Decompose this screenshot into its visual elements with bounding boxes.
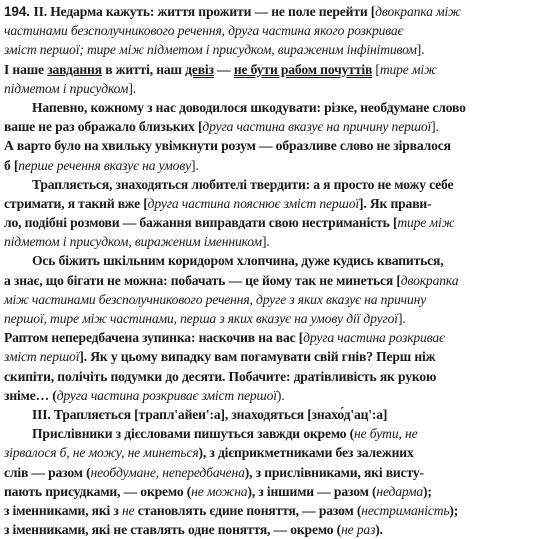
text-line — [4, 2, 554, 21]
text-segment: ); — [423, 483, 432, 499]
text-segment: ]. — [128, 80, 136, 96]
text-segment: підметом і присудком — [4, 80, 129, 96]
text-segment: друга частина вказує на причину першої — [202, 119, 432, 135]
text-line — [4, 271, 554, 290]
text-segment: ), з іншими — разом ( — [247, 483, 377, 499]
text-line — [4, 309, 554, 328]
text-line — [4, 79, 554, 98]
text-segment: ]. — [397, 311, 406, 326]
text-segment: не бути рабом почуттів — [233, 61, 373, 77]
text-line — [4, 117, 554, 136]
text-line — [4, 386, 554, 405]
text-segment: двокрапка — [400, 272, 459, 288]
text-line — [4, 40, 554, 59]
text-segment: ). — [276, 387, 285, 403]
text-segment: Трапляється, знаходяться любителі твердити: а я просто не можу себе — [32, 176, 454, 192]
text-line — [4, 232, 554, 251]
text-line — [4, 482, 554, 501]
text-line — [4, 424, 554, 443]
text-segment: першої, тире між частинами, перша з яких вказує на умову дії другої — [4, 311, 398, 326]
text-segment: між частинами безсполучникового речення, друге з яких вказує на причину — [4, 291, 427, 307]
text-segment: ]. — [190, 157, 199, 173]
text-segment: друга частина розкриває — [303, 330, 445, 346]
text-segment: слів — разом ( — [4, 464, 91, 480]
text-segment: не можна — [191, 483, 248, 499]
text-segment: І наше — [4, 61, 48, 77]
text-segment: з іменниками, які з — [4, 502, 122, 518]
text-segment: ]. — [416, 42, 425, 58]
text-segment: ); — [449, 502, 459, 518]
text-segment: ло, подібні розмови — бажання виправдати свою нестриманість [ — [4, 215, 398, 231]
text-segment: ]. — [261, 234, 270, 250]
text-segment: з іменниками, які не ставлять одне поняття, — окремо ( — [4, 522, 342, 538]
text-segment: не раз — [341, 522, 376, 538]
text-segment: тире між — [379, 61, 437, 77]
text-segment: в житті, наш — [101, 61, 186, 77]
text-segment: не бути, не — [354, 426, 418, 442]
text-line — [4, 21, 554, 40]
text-segment: — — [213, 61, 234, 77]
text-segment: б [ — [4, 157, 19, 173]
text-segment: Напевно, кожному з нас доводилося шкодувати: різке, необдумане слово — [32, 99, 466, 115]
text-segment: не — [121, 502, 135, 518]
text-segment: ІІІ. Трапляється [трапл'айеи':а], знаходяться [знахо́д'ац':а] — [32, 406, 388, 422]
text-line — [4, 443, 554, 462]
text-segment: необдумане, непередбачена — [90, 464, 245, 480]
text-segment: нестриманість — [361, 502, 450, 518]
text-line — [4, 367, 554, 386]
text-line — [4, 501, 554, 520]
text-segment: девіз — [185, 61, 214, 77]
text-segment: Прислівники з дієсловами пишуться завжди окремо ( — [32, 426, 355, 442]
text-segment: недарма — [376, 483, 423, 499]
text-segment: ]. Як у цьому випадку вам погамувати свій гнів? Перш ніж — [79, 349, 436, 365]
text-segment: перше речення вказує на умову — [18, 157, 191, 173]
text-segment: ), з прислівниками, які висту- — [244, 464, 424, 480]
text-segment: пають присудками, — окремо ( — [4, 483, 192, 499]
text-segment: [ — [372, 61, 380, 77]
text-line — [4, 156, 554, 175]
text-segment: ]. Як прави- — [358, 195, 432, 211]
exercise-194 — [4, 2, 554, 539]
text-segment: друга частина пояснює зміст першої — [147, 195, 359, 211]
text-segment: ). — [375, 522, 383, 538]
text-line — [4, 405, 554, 424]
text-segment: завдання — [47, 61, 102, 77]
text-segment: тире між — [397, 215, 455, 231]
exercise-number: 194. — [4, 4, 34, 19]
text-segment: ), з дієприкметниками без залежних — [198, 445, 414, 461]
text-segment: друга частина розкриває зміст першої — [56, 387, 277, 403]
text-segment: Раптом непередбачена зупинка: наскочив на вас [ — [4, 330, 304, 346]
text-segment: ваше не раз ображало близьких [ — [4, 119, 203, 135]
text-segment: зміст першої; тире між підметом і присудком, вираженим інфінітивом — [4, 42, 417, 58]
text-line — [4, 175, 554, 194]
text-segment: становлять єдине поняття, — разом ( — [134, 502, 362, 518]
text-line — [4, 60, 554, 79]
text-line — [4, 290, 554, 309]
text-segment: Ось біжить шкільним коридором хлопчина, дуже кудись квапиться, — [32, 253, 444, 269]
text-line — [4, 347, 554, 366]
text-line — [4, 463, 554, 482]
text-line — [4, 194, 554, 213]
text-line — [4, 136, 554, 155]
text-segment: скипіти, полічіть подумки до десяти. Побачите: дратівливість як рукою — [4, 368, 437, 384]
text-segment: зніме… ( — [4, 387, 57, 403]
text-line — [4, 251, 554, 270]
text-line — [4, 213, 554, 232]
text-segment: двокрапка між — [375, 4, 461, 19]
text-segment: підметом і присудком, вираженим іменником — [4, 234, 262, 250]
text-line — [4, 328, 554, 347]
text-segment: ]. — [431, 119, 439, 135]
text-segment: стримати, я такий вже [ — [4, 195, 148, 211]
text-segment: ІІ. Недарма кажуть: життя прожити — не поле перейти [ — [33, 4, 376, 19]
text-segment: частинами безсполучникового речення, друга частина якого розкриває — [4, 23, 404, 39]
text-line — [4, 520, 554, 539]
text-line — [4, 98, 554, 117]
text-segment: А варто було на хвильку увімкнути розум — образливе слово не зірвалося — [4, 138, 451, 154]
text-segment: зміст першої — [4, 349, 80, 365]
text-segment: а знає, що бігати не можна: побачать — це йому так не минеться [ — [4, 272, 401, 288]
text-segment: зірвалося б, не можу, не минеться — [4, 445, 199, 461]
